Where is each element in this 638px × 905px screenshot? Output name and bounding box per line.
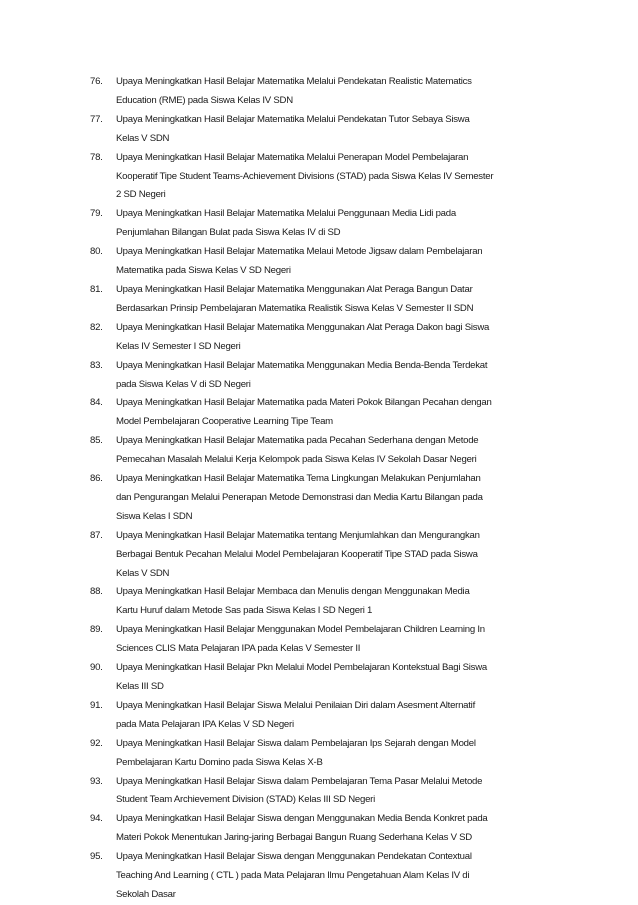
list-item <box>90 810 570 848</box>
list-item <box>90 773 570 811</box>
item-text: Upaya Meningkatkan Hasil Belajar Matematika Menggunakan Alat Peraga Bangun Datar Berdasarkan Prinsip Pembelajaran Matematika Realistik Siswa Kelas V Semester II SDN <box>116 283 474 314</box>
list-item <box>90 848 570 905</box>
item-text: Upaya Meningkatkan Hasil Belajar Siswa dalam Pembelajaran Ips Sejarah dengan Model Pembelajaran Kartu Domino pada Siswa Kelas X-B <box>116 737 476 768</box>
item-text: Upaya Meningkatkan Hasil Belajar Matematika Melalui Penggunaan Media Lidi pada Penjumlahan Bilangan Bulat pada Siswa Kelas IV di SD <box>116 208 456 239</box>
item-number: 78. <box>90 151 103 163</box>
list-item <box>90 432 570 470</box>
item-number: 83. <box>90 359 103 371</box>
item-text: Upaya Meningkatkan Hasil Belajar Matematika Melalui Penerapan Model Pembelajaran Kooperatif Tipe Student Teams-Achievement Divisions (STAD) pada Siswa Kelas IV Semester 2 SD Negeri <box>116 151 494 201</box>
list-item <box>90 243 570 281</box>
item-number: 86. <box>90 473 103 485</box>
item-text: Upaya Meningkatkan Hasil Belajar Matematika Menggunakan Media Benda-Benda Terdekat pada Siswa Kelas V di SD Negeri <box>116 359 488 390</box>
list-item <box>90 281 570 319</box>
item-text: Upaya Meningkatkan Hasil Belajar Membaca dan Menulis dengan Menggunakan Media Kartu Huruf dalam Metode Sas pada Siswa Kelas I SD Negeri 1 <box>116 586 470 617</box>
item-number: 94. <box>90 813 103 825</box>
item-text: Upaya Meningkatkan Hasil Belajar Matematika Melaui Metode Jigsaw dalam Pembelajaran Matematika pada Siswa Kelas V SD Negeri <box>116 246 483 277</box>
item-number: 81. <box>90 283 103 295</box>
item-number: 91. <box>90 699 103 711</box>
item-text: Upaya Meningkatkan Hasil Belajar Pkn Melalui Model Pembelajaran Kontekstual Bagi Siswa Kelas III SD <box>116 662 487 692</box>
item-number: 76. <box>90 76 103 87</box>
item-number: 84. <box>90 397 103 409</box>
list-item <box>90 621 570 659</box>
item-number: 79. <box>90 208 103 220</box>
list-item <box>90 357 570 395</box>
list-item <box>90 149 570 206</box>
item-number: 93. <box>90 775 103 787</box>
item-number: 82. <box>90 321 103 333</box>
item-number: 80. <box>90 246 103 258</box>
item-number: 88. <box>90 586 103 598</box>
item-text: Upaya Meningkatkan Hasil Belajar Siswa dalam Pembelajaran Tema Pasar Melalui Metode Student Team Archievement Division (STAD) Kelas III SD Negeri <box>116 775 483 806</box>
list-item <box>90 659 570 697</box>
item-text: Upaya Meningkatkan Hasil Belajar Matematika pada Pecahan Sederhana dengan Metode Pemecahan Masalah Melalui Kerja Kelompok pada Siswa Kelas IV Sekolah Dasar Negeri <box>116 435 479 466</box>
item-number: 85. <box>90 435 103 447</box>
item-number: 89. <box>90 624 103 636</box>
item-number: 92. <box>90 737 103 749</box>
item-text: Upaya Meningkatkan Hasil Belajar Matematika tentang Menjumlahkan dan Mengurangkan Berbagai Bentuk Pecahan Melalui Model Pembelajaran Kooperatif Tipe STAD pada Siswa Kelas V SDN <box>116 529 480 579</box>
list-item <box>90 73 570 111</box>
item-number: 95. <box>90 851 103 863</box>
list-item <box>90 697 570 735</box>
list-item <box>90 470 570 527</box>
item-text: Upaya Meningkatkan Hasil Belajar Siswa Melalui Penilaian Diri dalam Asesment Alternatif pada Mata Pelajaran IPA Kelas V SD Negeri <box>116 699 475 730</box>
item-text: Upaya Meningkatkan Hasil Belajar Matematika Tema Lingkungan Melakukan Penjumlahan dan Pengurangan Melalui Penerapan Metode Demonstrasi dan Media Kartu Bilangan pada Siswa Kelas I SDN <box>116 473 483 522</box>
item-text: Upaya Meningkatkan Hasil Belajar Matematika Melalui Pendekatan Tutor Sebaya Siswa Kelas V SDN <box>116 113 470 144</box>
list-item <box>90 319 570 357</box>
item-text: Upaya Meningkatkan Hasil Belajar Matematika pada Materi Pokok Bilangan Pecahan dengan Model Pembelajaran Cooperative Learning Tipe Team <box>116 397 492 428</box>
item-text: Upaya Meningkatkan Hasil Belajar Siswa dengan Menggunakan Pendekatan Contextual Teaching And Learning ( CTL ) pada Mata Pelajaran Ilmu Pengetahuan Alam Kelas IV di Sekolah Dasar <box>116 851 472 900</box>
list-item <box>90 205 570 243</box>
list-item <box>90 583 570 621</box>
list-item <box>90 527 570 584</box>
item-text: Upaya Meningkatkan Hasil Belajar Matematika Menggunakan Alat Peraga Dakon bagi Siswa Kelas IV Semester I SD Negeri <box>116 321 490 352</box>
item-text: Upaya Meningkatkan Hasil Belajar Matematika Melalui Pendekatan Realistic Matematics Education (RME) pada Siswa Kelas IV SDN <box>116 76 472 106</box>
title-list <box>90 73 570 905</box>
list-item <box>90 111 570 149</box>
item-number: 87. <box>90 529 103 541</box>
item-text: Upaya Meningkatkan Hasil Belajar Siswa dengan Menggunakan Media Benda Konkret pada Materi Pokok Menentukan Jaring-jaring Berbagai Bangun Ruang Sederhana Kelas V SD <box>116 813 488 844</box>
item-text: Upaya Meningkatkan Hasil Belajar Menggunakan Model Pembelajaran Children Learning In Sciences CLIS Mata Pelajaran IPA pada Kelas V Semester II <box>116 624 485 655</box>
list-item <box>90 735 570 773</box>
item-number: 90. <box>90 662 103 674</box>
list-item <box>90 394 570 432</box>
item-number: 77. <box>90 113 103 125</box>
